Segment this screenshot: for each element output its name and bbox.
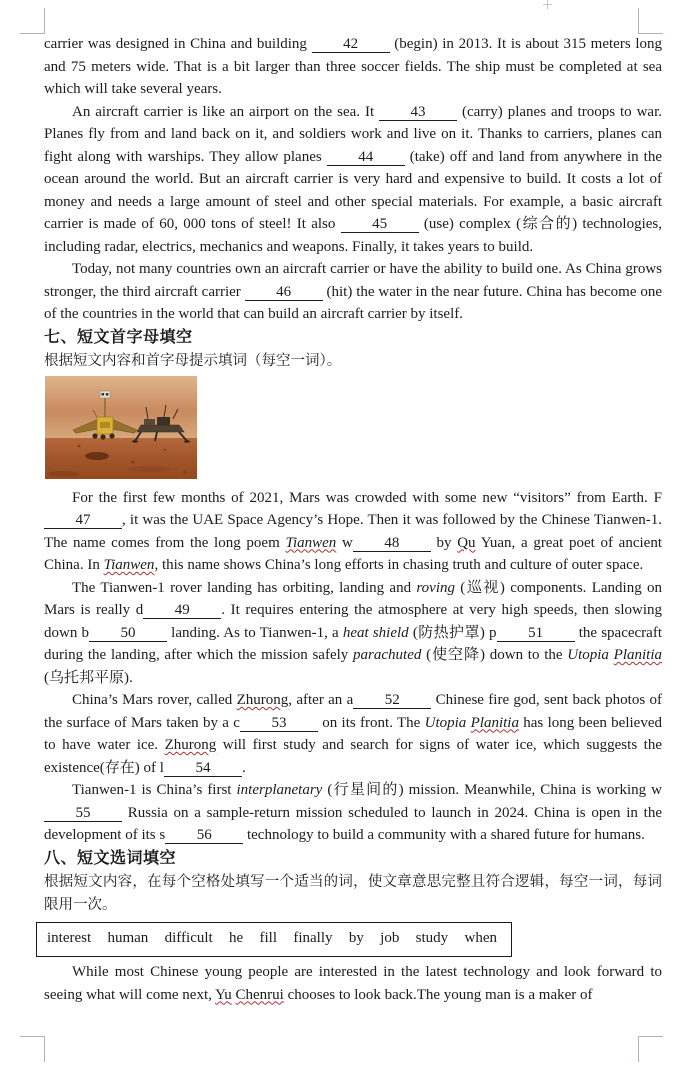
- section-heading: 七、短文首字母填空: [44, 328, 193, 346]
- spellcheck-marked-text: Yu: [215, 986, 232, 1003]
- section-instruction: 根据短文内容和首字母提示填词（每空一词）。: [44, 352, 342, 369]
- body-text: Tianwen-1 is China’s first: [72, 782, 237, 798]
- fill-blank-52: 52: [353, 693, 431, 709]
- body-text: will first study and search for signs of water ice, which suggests the existence(存在) of l: [44, 737, 662, 776]
- body-text: chooses to look back.The young man is a maker of: [283, 986, 593, 1003]
- fill-blank-42: 42: [312, 37, 390, 53]
- body-text: . It requires entering the atmosphere at very high speeds, then slowing down b: [44, 602, 662, 641]
- paragraph: [44, 33, 662, 101]
- spellcheck-marked-text: Tianwen: [285, 534, 337, 551]
- body-text: (乌托邦平原).: [44, 669, 133, 686]
- body-text: (use) complex (综合的) technologies, including radar, electrics, mechanics and weapons. Finally, it takes years to build.: [44, 216, 662, 255]
- body-text: w: [336, 534, 353, 551]
- fill-blank-54: 54: [164, 761, 242, 777]
- fill-blank-44: 44: [327, 150, 405, 166]
- word-bank-item: job: [380, 929, 400, 946]
- spellcheck-marked-text: Planitia: [470, 714, 519, 731]
- crop-mark-bottom-left: [20, 1036, 45, 1062]
- emphasis-text: heat shield: [342, 624, 409, 641]
- body-text: , after an a: [288, 692, 354, 708]
- section-instruction: 根据短文内容，在每个空格处填写一个适当的词，使文章意思完整且符合逻辑，每空一词，每词限用一次。: [44, 873, 662, 913]
- body-text: China’s Mars rover, called: [72, 692, 237, 708]
- spellcheck-marked-text: Tianwen: [103, 557, 155, 573]
- emphasis-text: Utopia: [567, 647, 614, 663]
- body-text: technology to build a community with a shared future for humans.: [243, 827, 645, 843]
- document-content: [44, 33, 662, 1006]
- section-heading: 八、短文选词填空: [44, 849, 177, 867]
- paragraph: [44, 961, 662, 1006]
- paragraph: [44, 101, 662, 259]
- word-bank-item: by: [348, 929, 364, 946]
- word-bank-item: study: [415, 929, 449, 946]
- word-bank-box: [36, 922, 512, 958]
- emphasis-text: parachuted: [353, 647, 422, 663]
- mars-rover-photo: [45, 376, 197, 479]
- crop-mark-top-right: [638, 8, 663, 34]
- fill-blank-51: 51: [497, 626, 575, 642]
- body-text: (防热护罩) p: [408, 624, 497, 641]
- body-text: (行星间的) mission. Meanwhile, China is working w: [322, 782, 663, 798]
- fill-blank-47: 47: [44, 513, 122, 529]
- emphasis-text: roving: [416, 579, 455, 596]
- fill-blank-49: 49: [143, 603, 221, 619]
- body-text: the spacecraft during the landing, after which the mission safely: [44, 624, 663, 663]
- word-bank-item: difficult: [164, 929, 213, 946]
- body-text: Today, not many countries own an aircraft carrier or have the ability to build one. As China grows stronger, the third aircraft carrier: [44, 261, 662, 300]
- crop-mark-top-left: [20, 8, 45, 34]
- fill-blank-46: 46: [245, 285, 323, 301]
- paragraph: [44, 779, 662, 847]
- body-text: Russia on a sample-return mission scheduled to launch in 2024. China is open in the development of its s: [44, 804, 662, 843]
- registration-cross-mark: [543, 0, 552, 9]
- spellcheck-marked-text: Qu: [457, 534, 476, 551]
- body-text: An aircraft carrier is like an airport on the sea. It: [72, 103, 380, 120]
- word-bank-item: he: [229, 929, 244, 946]
- fill-blank-45: 45: [341, 217, 419, 233]
- fill-blank-53: 53: [240, 716, 318, 732]
- fill-blank-55: 55: [44, 806, 122, 822]
- paragraph: [44, 577, 662, 690]
- spellcheck-marked-text: Zhurong: [164, 737, 217, 753]
- body-text: While most Chinese young people are interested in the latest technology and look forward to seeing what will come next,: [44, 964, 662, 1003]
- word-bank-item: interest: [47, 929, 92, 946]
- body-text: (take) off and land from anywhere in the ocean around the world. But an aircraft carrier is very hard and expensive to build. It costs a lot of money and needs a large amount of steel and other special materials. For example, a basic aircraft carrier is made of 60, 000 tons of steel! It also: [44, 148, 662, 232]
- word-bank-item: fill: [259, 929, 278, 946]
- body-text: .: [241, 759, 246, 776]
- emphasis-text: Utopia: [424, 714, 471, 731]
- word-bank-item: when: [464, 929, 497, 946]
- body-text: by: [430, 534, 458, 551]
- body-text: landing. As to Tianwen-1, a: [167, 624, 343, 641]
- paragraph: [44, 258, 662, 326]
- paragraph: [44, 487, 662, 577]
- body-text: has long been believed to have water ice.: [44, 714, 662, 753]
- body-text: Yuan, a great poet of ancient China. In: [44, 534, 662, 573]
- spellcheck-marked-text: Chenrui: [235, 986, 284, 1003]
- word-bank-item: human: [107, 929, 149, 946]
- body-text: , this name shows China’s long efforts in chasing truth and culture of outer space.: [154, 557, 644, 573]
- crop-mark-bottom-right: [638, 1036, 663, 1062]
- word-bank-item: finally: [293, 929, 333, 946]
- body-text: The Tianwen-1 rover landing has orbiting, landing and: [72, 579, 417, 596]
- body-text: For the first few months of 2021, Mars was crowded with some new “visitors” from Earth. F: [72, 489, 662, 506]
- emphasis-text: interplanetary: [236, 782, 323, 798]
- body-text: carrier was designed in China and building: [44, 36, 312, 52]
- body-text: Chinese fire god, sent back photos of the surface of Mars taken by a c: [44, 692, 662, 731]
- body-text: on its front. The: [317, 714, 425, 731]
- body-text: (hit) the water in the near future. China has become one of the countries in the world that can build an aircraft carrier by itself.: [44, 283, 662, 322]
- body-text: (使空降) down to the: [421, 647, 568, 663]
- spellcheck-marked-text: Planitia: [613, 647, 662, 663]
- fill-blank-56: 56: [165, 828, 243, 844]
- fill-blank-43: 43: [379, 105, 457, 121]
- spellcheck-marked-text: Zhurong: [236, 692, 289, 708]
- mars-rover-photo: [45, 376, 197, 479]
- fill-blank-48: 48: [353, 536, 431, 552]
- fill-blank-50: 50: [89, 626, 167, 642]
- body-text: , it was the UAE Space Agency’s Hope. Then it was followed by the Chinese Tianwen-1. The name comes from the long poem: [44, 512, 662, 551]
- body-text: (carry) planes and troops to war. Planes fly from and land back on it, and soldiers work and live on it. Thanks to carriers, planes can fight along with warships. They allow planes: [44, 103, 662, 165]
- body-text: (begin) in 2013. It is about 315 meters long and 75 meters wide. That is a bit larger than three soccer fields. The ship must be completed at sea which will take several years.: [44, 36, 662, 97]
- paragraph: [44, 689, 662, 779]
- body-text: (巡视) components. Landing on Mars is really d: [44, 579, 662, 618]
